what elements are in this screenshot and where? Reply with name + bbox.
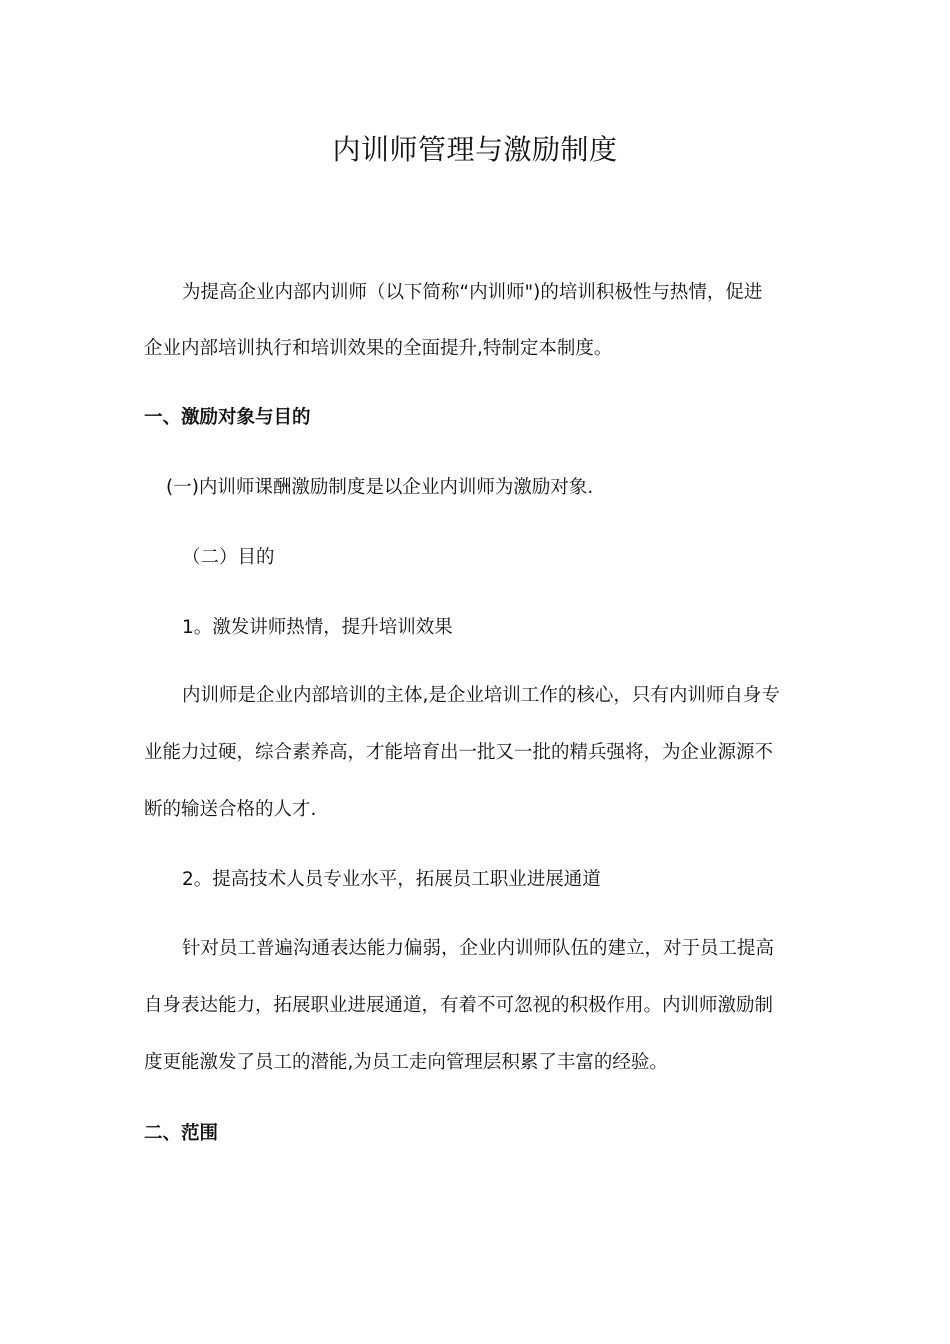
point-2-paragraph-line-3: 度更能激发了员工的潜能,为员工走向管理层积累了丰富的经验。 — [144, 1052, 668, 1073]
intro-paragraph-line-2: 企业内部培训执行和培训效果的全面提升,特制定本制度。 — [144, 338, 613, 359]
point-1-paragraph-line-3: 断的输送合格的人才. — [144, 799, 317, 820]
section-heading-2: 二、范围 — [144, 1123, 219, 1144]
intro-paragraph-line-1: 为提高企业内部内训师（以下简称“内训师")的培训积极性与热情，促进 — [182, 282, 763, 303]
point-2-paragraph-line-1: 针对员工普遍沟通表达能力偏弱，企业内训师队伍的建立，对于员工提高 — [182, 938, 775, 959]
point-1-paragraph-line-2: 业能力过硬，综合素养高，才能培育出一批又一批的精兵强将，为企业源源不 — [144, 742, 774, 763]
section-1-item-1: (一)内训师课酬激励制度是以企业内训师为激励对象. — [166, 477, 594, 498]
point-1-title: 1。激发讲师热情，提升培训效果 — [182, 617, 453, 638]
section-heading-1: 一、激励对象与目的 — [144, 407, 311, 428]
document-title: 内训师管理与激励制度 — [332, 133, 618, 166]
point-2-title: 2。提高技术人员专业水平，拓展员工职业进展通道 — [182, 869, 601, 890]
point-2-paragraph-line-2: 自身表达能力，拓展职业进展通道，有着不可忽视的积极作用。内训师激励制 — [144, 995, 774, 1016]
section-1-item-2: （二）目的 — [182, 547, 275, 568]
point-1-paragraph-line-1: 内训师是企业内部培训的主体,是企业培训工作的核心，只有内训师自身专 — [182, 685, 780, 706]
